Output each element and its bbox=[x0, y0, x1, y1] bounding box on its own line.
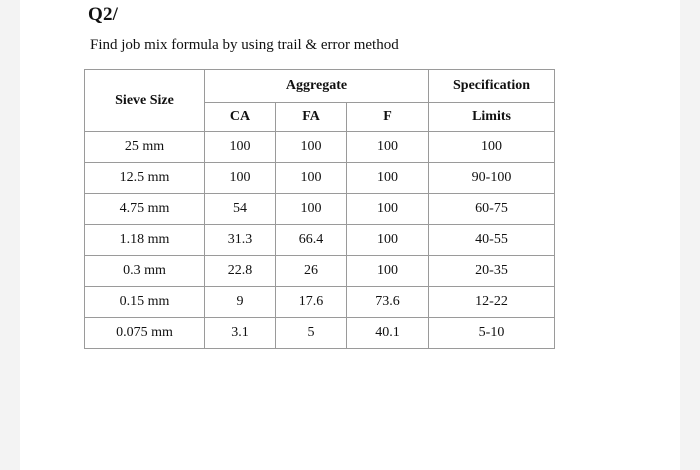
limits-cell: 100 bbox=[429, 132, 555, 163]
table-row bbox=[85, 225, 555, 256]
fa-header: FA bbox=[276, 103, 347, 132]
f-cell: 100 bbox=[347, 194, 429, 225]
document-page bbox=[20, 0, 680, 470]
sieve-cell: 0.15 mm bbox=[85, 287, 205, 318]
f-cell: 100 bbox=[347, 132, 429, 163]
f-cell: 100 bbox=[347, 256, 429, 287]
ca-cell: 3.1 bbox=[205, 318, 276, 349]
table-row bbox=[85, 132, 555, 163]
sieve-size-header: Sieve Size bbox=[85, 70, 205, 132]
sieve-cell: 1.18 mm bbox=[85, 225, 205, 256]
f-cell: 100 bbox=[347, 163, 429, 194]
instruction-text: Find job mix formula by using trail & error method bbox=[90, 37, 399, 53]
table-row bbox=[85, 256, 555, 287]
sieve-cell: 25 mm bbox=[85, 132, 205, 163]
question-title: Q2/ bbox=[88, 4, 119, 25]
limits-cell: 12-22 bbox=[429, 287, 555, 318]
gradation-table bbox=[84, 69, 555, 349]
ca-header: CA bbox=[205, 103, 276, 132]
sieve-cell: 0.3 mm bbox=[85, 256, 205, 287]
limits-cell: 90-100 bbox=[429, 163, 555, 194]
ca-cell: 100 bbox=[205, 163, 276, 194]
fa-cell: 100 bbox=[276, 194, 347, 225]
fa-cell: 17.6 bbox=[276, 287, 347, 318]
table-row bbox=[85, 194, 555, 225]
sieve-cell: 12.5 mm bbox=[85, 163, 205, 194]
ca-cell: 9 bbox=[205, 287, 276, 318]
fa-cell: 5 bbox=[276, 318, 347, 349]
aggregate-header: Aggregate bbox=[205, 70, 429, 103]
table-row bbox=[85, 287, 555, 318]
ca-cell: 100 bbox=[205, 132, 276, 163]
f-cell: 73.6 bbox=[347, 287, 429, 318]
ca-cell: 22.8 bbox=[205, 256, 276, 287]
specification-header: Specification bbox=[429, 70, 555, 103]
limits-cell: 20-35 bbox=[429, 256, 555, 287]
limits-cell: 40-55 bbox=[429, 225, 555, 256]
fa-cell: 100 bbox=[276, 132, 347, 163]
table-row bbox=[85, 318, 555, 349]
limits-header: Limits bbox=[429, 103, 555, 132]
fa-cell: 66.4 bbox=[276, 225, 347, 256]
fa-cell: 100 bbox=[276, 163, 347, 194]
f-header: F bbox=[347, 103, 429, 132]
sieve-cell: 4.75 mm bbox=[85, 194, 205, 225]
fa-cell: 26 bbox=[276, 256, 347, 287]
f-cell: 40.1 bbox=[347, 318, 429, 349]
sieve-cell: 0.075 mm bbox=[85, 318, 205, 349]
f-cell: 100 bbox=[347, 225, 429, 256]
ca-cell: 31.3 bbox=[205, 225, 276, 256]
table-row bbox=[85, 163, 555, 194]
limits-cell: 5-10 bbox=[429, 318, 555, 349]
limits-cell: 60-75 bbox=[429, 194, 555, 225]
ca-cell: 54 bbox=[205, 194, 276, 225]
